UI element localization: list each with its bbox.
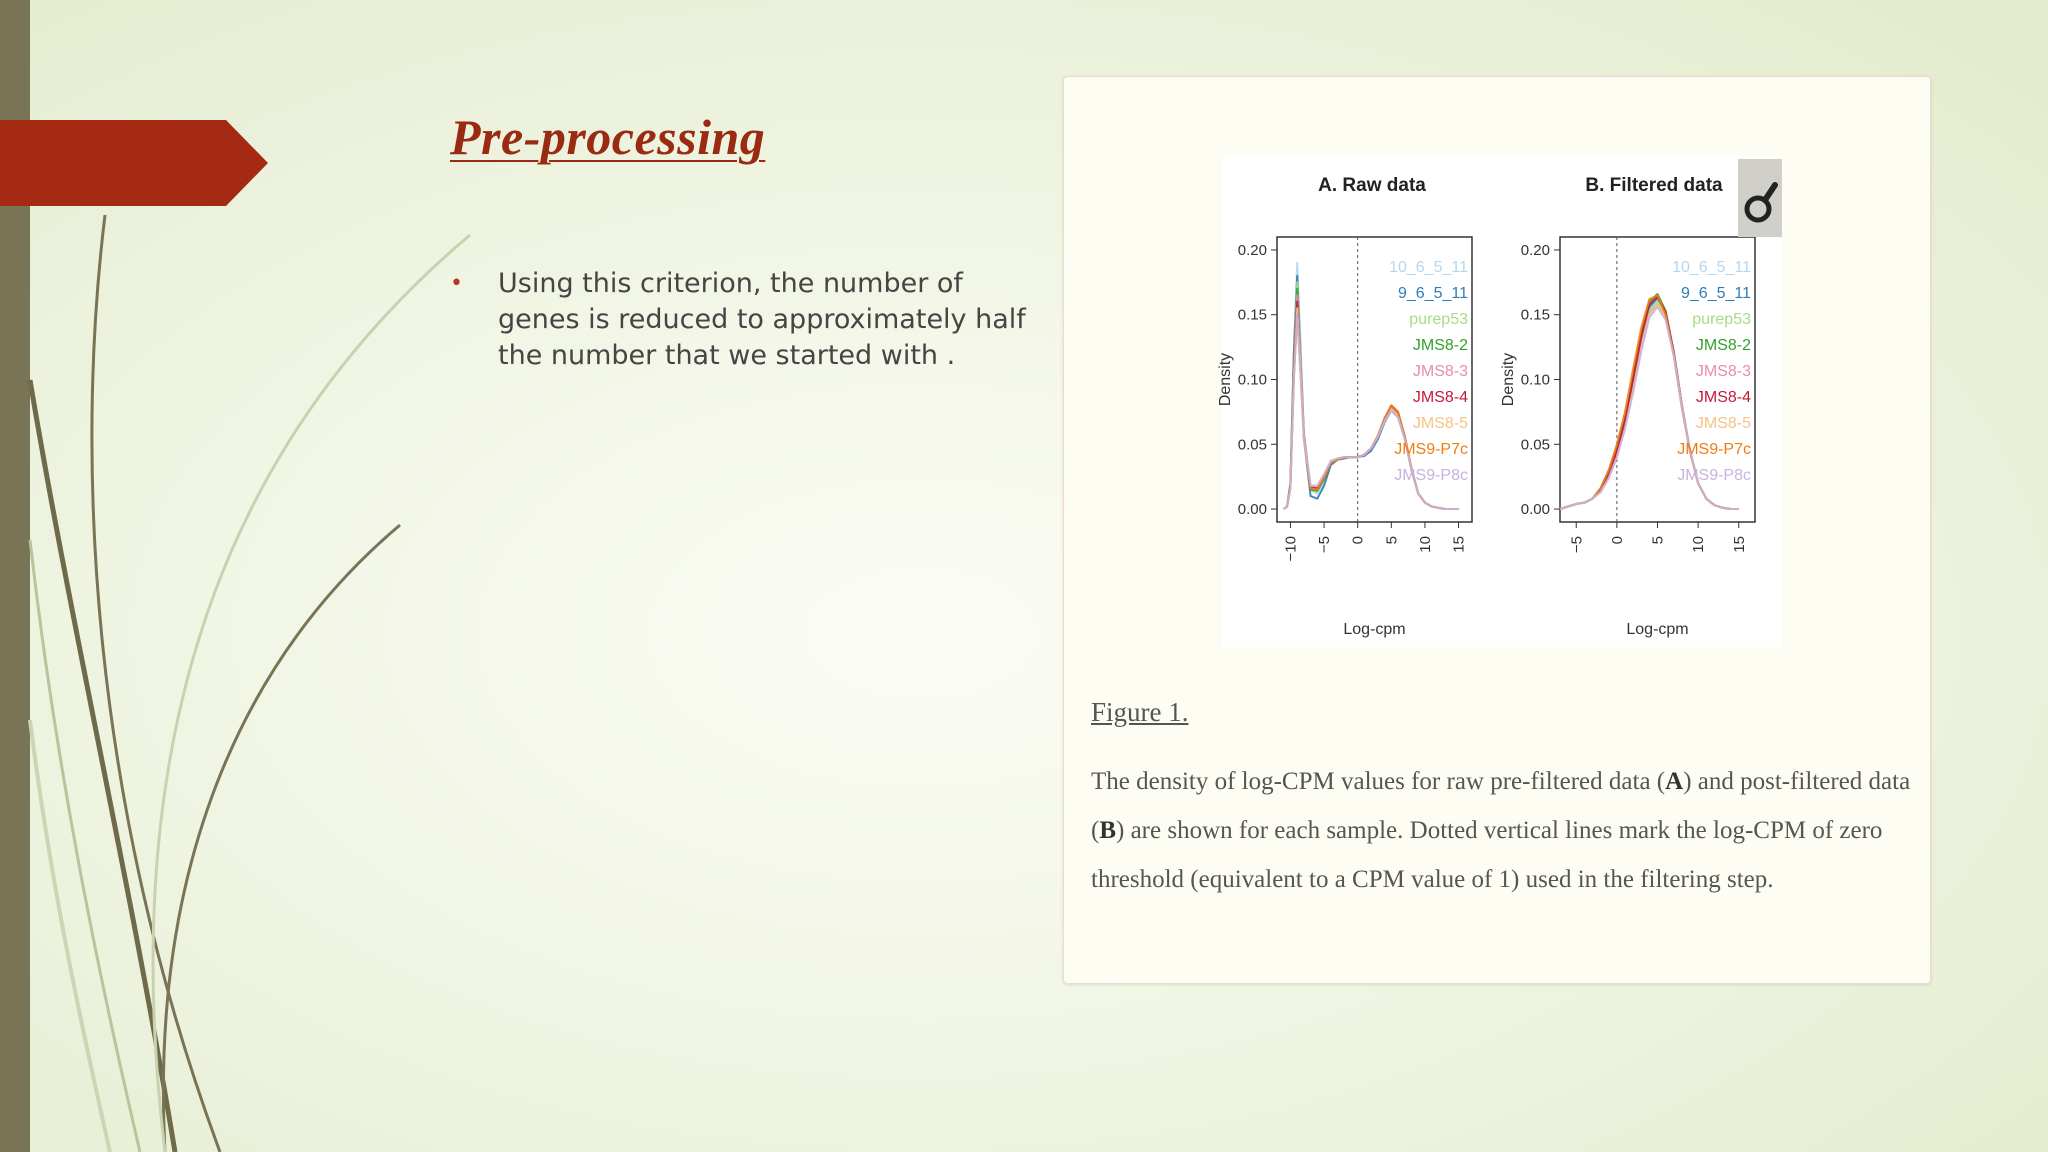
bullet-dot-icon: • xyxy=(450,271,463,296)
y-tick-label: 0.20 xyxy=(1520,241,1550,259)
x-tick-label: 15 xyxy=(1730,536,1748,553)
density-plots xyxy=(1217,157,1782,647)
bullet-item xyxy=(450,266,1030,374)
legend-entry: JMS8-4 xyxy=(1412,389,1468,406)
legend-entry: JMS8-3 xyxy=(1695,363,1751,380)
legend-entry: JMS9-P7c xyxy=(1677,441,1751,458)
y-tick-label: 0.10 xyxy=(1237,371,1267,389)
x-tick-label: 5 xyxy=(1649,536,1667,545)
x-tick-label: −5 xyxy=(1316,536,1334,554)
y-axis-label: Density xyxy=(1500,352,1517,407)
chart-title: B. Filtered data xyxy=(1585,175,1723,196)
edit-tool-icon xyxy=(1738,159,1782,237)
legend-entry: JMS8-3 xyxy=(1412,363,1468,380)
x-tick-label: 10 xyxy=(1416,536,1434,553)
legend-entry: 10_6_5_11 xyxy=(1672,259,1751,276)
legend-entry: JMS8-2 xyxy=(1695,337,1751,354)
legend-entry: 9_6_5_11 xyxy=(1681,285,1751,302)
x-tick-label: −5 xyxy=(1568,536,1586,554)
legend-entry: JMS8-5 xyxy=(1695,415,1751,432)
legend-entry: purep53 xyxy=(1409,311,1468,328)
x-tick-label: 5 xyxy=(1383,536,1401,545)
legend-entry: JMS8-4 xyxy=(1695,389,1751,406)
legend-entry: JMS9-P8c xyxy=(1677,467,1751,484)
legend-entry: JMS9-P7c xyxy=(1394,441,1468,458)
legend-entry: JMS8-5 xyxy=(1412,415,1468,432)
y-tick-label: 0.10 xyxy=(1520,371,1550,389)
slide-title: Pre-processing xyxy=(450,109,766,165)
y-tick-label: 0.20 xyxy=(1237,241,1267,259)
figure-image xyxy=(1063,76,1931,984)
x-tick-label: 0 xyxy=(1608,536,1626,545)
y-tick-label: 0.05 xyxy=(1237,436,1267,454)
legend-entry: JMS8-2 xyxy=(1412,337,1468,354)
legend-entry: 10_6_5_11 xyxy=(1389,259,1468,276)
y-tick-label: 0.00 xyxy=(1520,501,1550,519)
legend-entry: JMS9-P8c xyxy=(1394,467,1468,484)
figure-caption: The density of log-CPM values for raw pre-filtered data (A) and post-filtered data (B) are shown for each sample. Dotted vertical lines mark the log-CPM of zero threshold (equivalent to a CPM value of 1) used in the filtering step. xyxy=(1091,768,1911,893)
x-axis-label: Log-cpm xyxy=(1343,621,1406,638)
legend-entry: 9_6_5_11 xyxy=(1398,285,1468,302)
y-axis-label: Density xyxy=(1217,352,1234,407)
x-tick-label: 10 xyxy=(1690,536,1708,553)
y-tick-label: 0.15 xyxy=(1237,306,1267,324)
x-tick-label: −10 xyxy=(1282,536,1300,562)
figure-label: Figure 1. xyxy=(1091,697,1189,727)
y-tick-label: 0.15 xyxy=(1520,306,1550,324)
title-arrow-shape xyxy=(0,120,270,206)
chart-title: A. Raw data xyxy=(1318,175,1426,196)
y-tick-label: 0.05 xyxy=(1520,436,1550,454)
y-tick-label: 0.00 xyxy=(1237,501,1267,519)
bullet-text: Using this criterion, the number of genes is reduced to approximately half the number that we started with . xyxy=(498,268,1026,371)
x-tick-label: 15 xyxy=(1450,536,1468,553)
bullet-list xyxy=(450,266,1030,374)
x-tick-label: 0 xyxy=(1349,536,1367,545)
legend-entry: purep53 xyxy=(1692,311,1751,328)
x-axis-label: Log-cpm xyxy=(1626,621,1689,638)
